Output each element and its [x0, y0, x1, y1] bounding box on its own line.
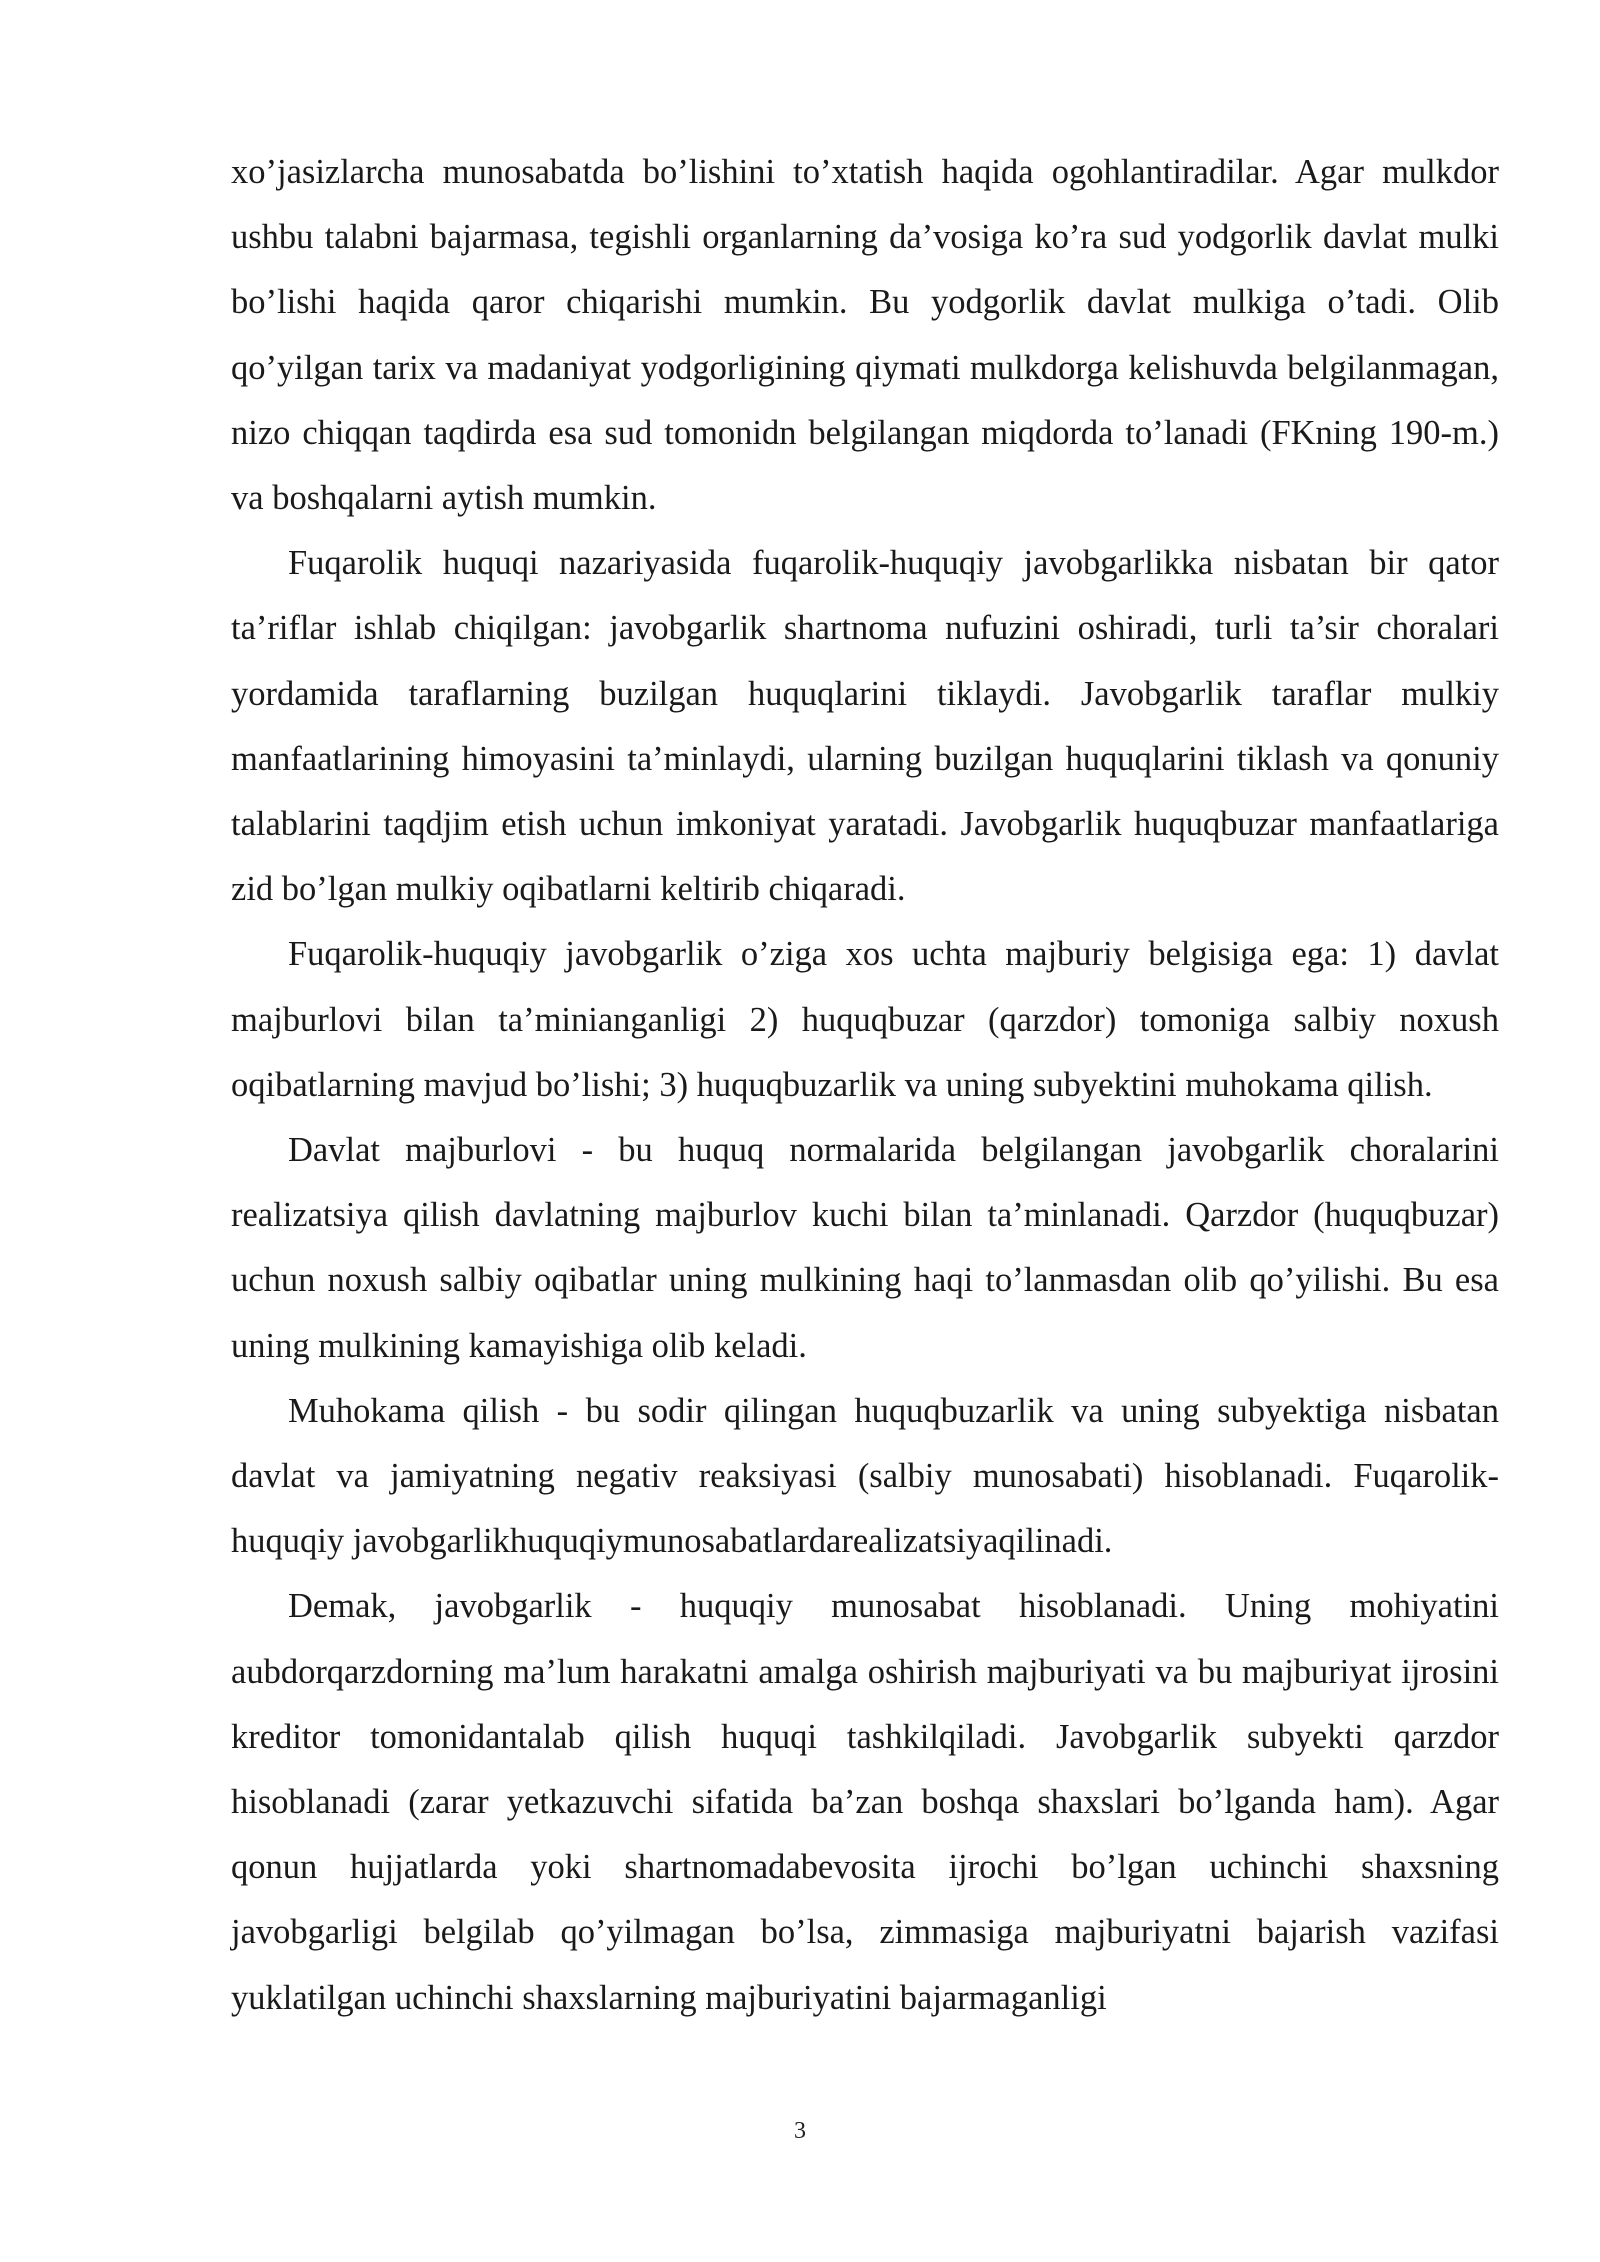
paragraph-2: Fuqarolik huquqi nazariyasida fuqarolik-huquqiy javobgarlikka nisbatan bir qator ta’riflar ishlab chiqilgan: javobgarlik shartnoma nufuzini oshiradi, turli ta’sir choralari yordamida taraflarning buzilgan huquqlarini tiklaydi. Javobgarlik taraflar mulkiy manfaatlarining himoyasini ta’minlaydi, ularning buzilgan huquqlarini tiklash va qonuniy talablarini taqdjim etish uchun imkoniyat yaratadi. Javobgarlik huquqbuzar manfaatlariga zid bo’lgan mulkiy oqibatlarni keltirib chiqaradi. [231, 544, 1499, 909]
paragraph-3: Fuqarolik-huquqiy javobgarlik o’ziga xos uchta majburiy belgisiga ega: 1) davlat majburlovi bilan ta’minianganligi 2) huquqbuzar (qarzdor) tomoniga salbiy noxush oqibatlarning mavjud bo’lishi; 3) huquqbuzarlik va uning subyektini muhokama qilish. [231, 935, 1499, 1104]
document-body [231, 140, 1499, 2031]
paragraph-4: Davlat majburlovi - bu huquq normalarida belgilangan javobgarlik choralarini realizatsiya qilish davlatning majburlov kuchi bilan ta’minlanadi. Qarzdor (huquqbuzar) uchun noxush salbiy oqibatlar uning mulkining haqi to’lanmasdan olib qo’yilishi. Bu esa uning mulkining kamayishiga olib keladi. [231, 1131, 1499, 1365]
paragraph-5: Muhokama qilish - bu sodir qilingan huquqbuzarlik va uning subyektiga nisbatan davlat va jamiyatning negativ reaksiyasi (salbiy munosabati) hisoblanadi. Fuqarolik-huquqiy javobgarlikhuquqiymunosabatlardarealizatsiyaqilinadi. [231, 1391, 1499, 1561]
page-number: 3 [794, 2118, 806, 2144]
paragraph-1: xo’jasizlarcha munosabatda bo’lishini to’xtatish haqida ogohlantiradilar. Agar mulkdor ushbu talabni bajarmasa, tegishli organlarning da’vosiga ko’ra sud yodgorlik davlat mulki bo’lishi haqida qaror chiqarishi mumkin. Bu yodgorlik davlat mulkiga o’tadi. Olib qo’yilgan tarix va madaniyat yodgorligining qiymati mulkdorga kelishuvda belgilanmagan, nizo chiqqan taqdirda esa sud tomonidn belgilangan miqdorda to’lanadi (FKning 190-m.) va boshqalarni aytish mumkin. [231, 153, 1499, 518]
paragraph-6: Demak, javobgarlik - huquqiy munosabat hisoblanadi. Uning mohiyatini aubdorqarzdorning ma’lum harakatni amalga oshirish majburiyati va bu majburiyat ijrosini kreditor tomonidantalab qilish huquqi tashkilqiladi. Javobgarlik subyekti qarzdor hisoblanadi (zarar yetkazuvchi sifatida ba’zan boshqa shaxslari bo’lganda ham). Agar qonun hujjatlarda yoki shartnomadabevosita ijrochi bo’lgan uchinchi shaxsning javobgarligi belgilab qo’yilmagan bo’lsa, zimmasiga majburiyatni bajarish vazifasi yuklatilgan uchinchi shaxslarning majburiyatini bajarmaganligi [231, 1587, 1499, 2017]
